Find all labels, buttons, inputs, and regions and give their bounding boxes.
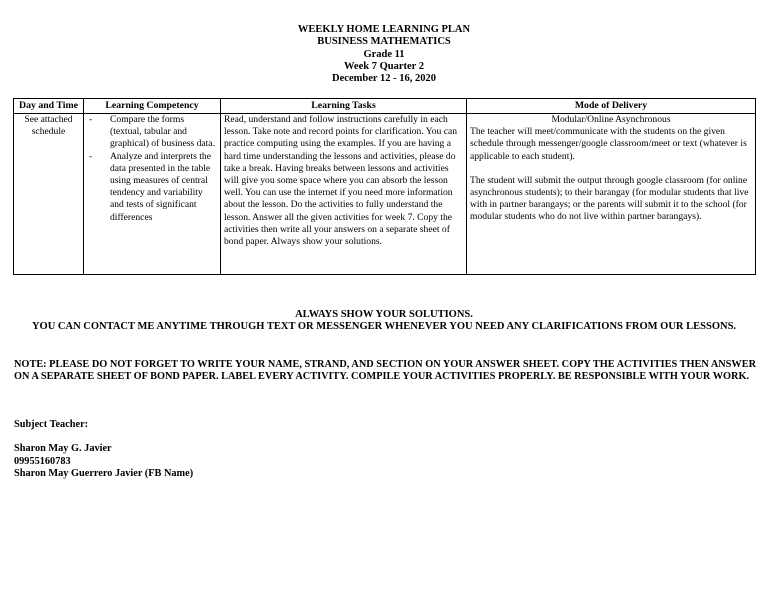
table-header-row bbox=[14, 99, 756, 114]
table-row bbox=[14, 114, 756, 275]
competency-list bbox=[87, 114, 217, 224]
learning-plan-table bbox=[13, 98, 756, 275]
document-header bbox=[0, 24, 768, 85]
header-subject: BUSINESS MATHEMATICS bbox=[317, 36, 451, 48]
competency-item: - Analyze and interprets the data presented in the table using measures of central tendency and variability and tests of significant differences bbox=[101, 151, 215, 224]
competency-item: - Compare the forms (textual, tabular and graphical) of business data. bbox=[101, 114, 215, 151]
cell-competency bbox=[84, 114, 221, 275]
header-day-time: Day and Time bbox=[14, 99, 84, 114]
notice-block bbox=[0, 309, 768, 333]
teacher-label: Subject Teacher: bbox=[14, 419, 89, 430]
mode-teacher-paragraph: The teacher will meet/communicate with the students on the given schedule through messenger/google classroom/meet or text (whatever is applicable to each student). bbox=[470, 126, 747, 162]
cell-day-time: See attached schedule bbox=[14, 114, 84, 275]
notice-contact: YOU CAN CONTACT ME ANYTIME THROUGH TEXT OR MESSENGER WHENEVER YOU NEED ANY CLARIFICATIONS FROM OUR LESSONS. bbox=[31, 321, 737, 333]
teacher-name: Sharon May G. Javier bbox=[14, 443, 112, 455]
mode-title: Modular/Online Asynchronous bbox=[551, 114, 671, 125]
header-learning-tasks: Learning Tasks bbox=[221, 99, 467, 114]
notice-solutions: ALWAYS SHOW YOUR SOLUTIONS. bbox=[295, 309, 473, 320]
teacher-fb-name: Sharon May Guerrero Javier (FB Name) bbox=[14, 468, 194, 480]
cell-mode-of-delivery bbox=[467, 114, 756, 275]
teacher-phone: 09955160783 bbox=[14, 455, 71, 467]
header-title: WEEKLY HOME LEARNING PLAN bbox=[297, 24, 471, 35]
mode-student-paragraph: The student will submit the output through google classroom (for online asynchronous students); to their barangay (for modular students that live with in partner barangays; or the parents will submit it to the school (for modular students who do not live within partner barangays). bbox=[470, 174, 749, 223]
header-week: Week 7 Quarter 2 bbox=[343, 60, 424, 72]
note-paragraph: NOTE: PLEASE DO NOT FORGET TO WRITE YOUR NAME, STRAND, AND SECTION ON YOUR ANSWER SHEET. COPY THE ACTIVITIES THEN ANSWER ON A SEPARATE SHEET OF BOND PAPER. LABEL EVERY ACTIVITY. COMPILE YOUR ACTIVITIES PROPERLY. BE RESPONSIBLE WITH YOUR WORK. bbox=[14, 359, 757, 383]
teacher-block bbox=[14, 419, 414, 481]
header-learning-competency: Learning Competency bbox=[84, 99, 221, 114]
header-grade: Grade 11 bbox=[363, 48, 405, 60]
header-dates: December 12 - 16, 2020 bbox=[332, 73, 436, 85]
cell-learning-tasks: Read, understand and follow instructions carefully in each lesson. Take note and record points for clarification. You can practice computing using the examples. If you are having a hard time understanding the lessons and activities, please do take a break. Having breaks between lessons and activities will give you some space where you can absorb the lesson well. You can use the internet if you need more information about the lesson. Do the activities to fully understand the lesson. Answer all the given activities for week 7. Copy the activities then write all your answers on a separate sheet of bond paper. Always show your solutions. bbox=[221, 114, 467, 275]
header-mode-of-delivery: Mode of Delivery bbox=[467, 99, 756, 114]
